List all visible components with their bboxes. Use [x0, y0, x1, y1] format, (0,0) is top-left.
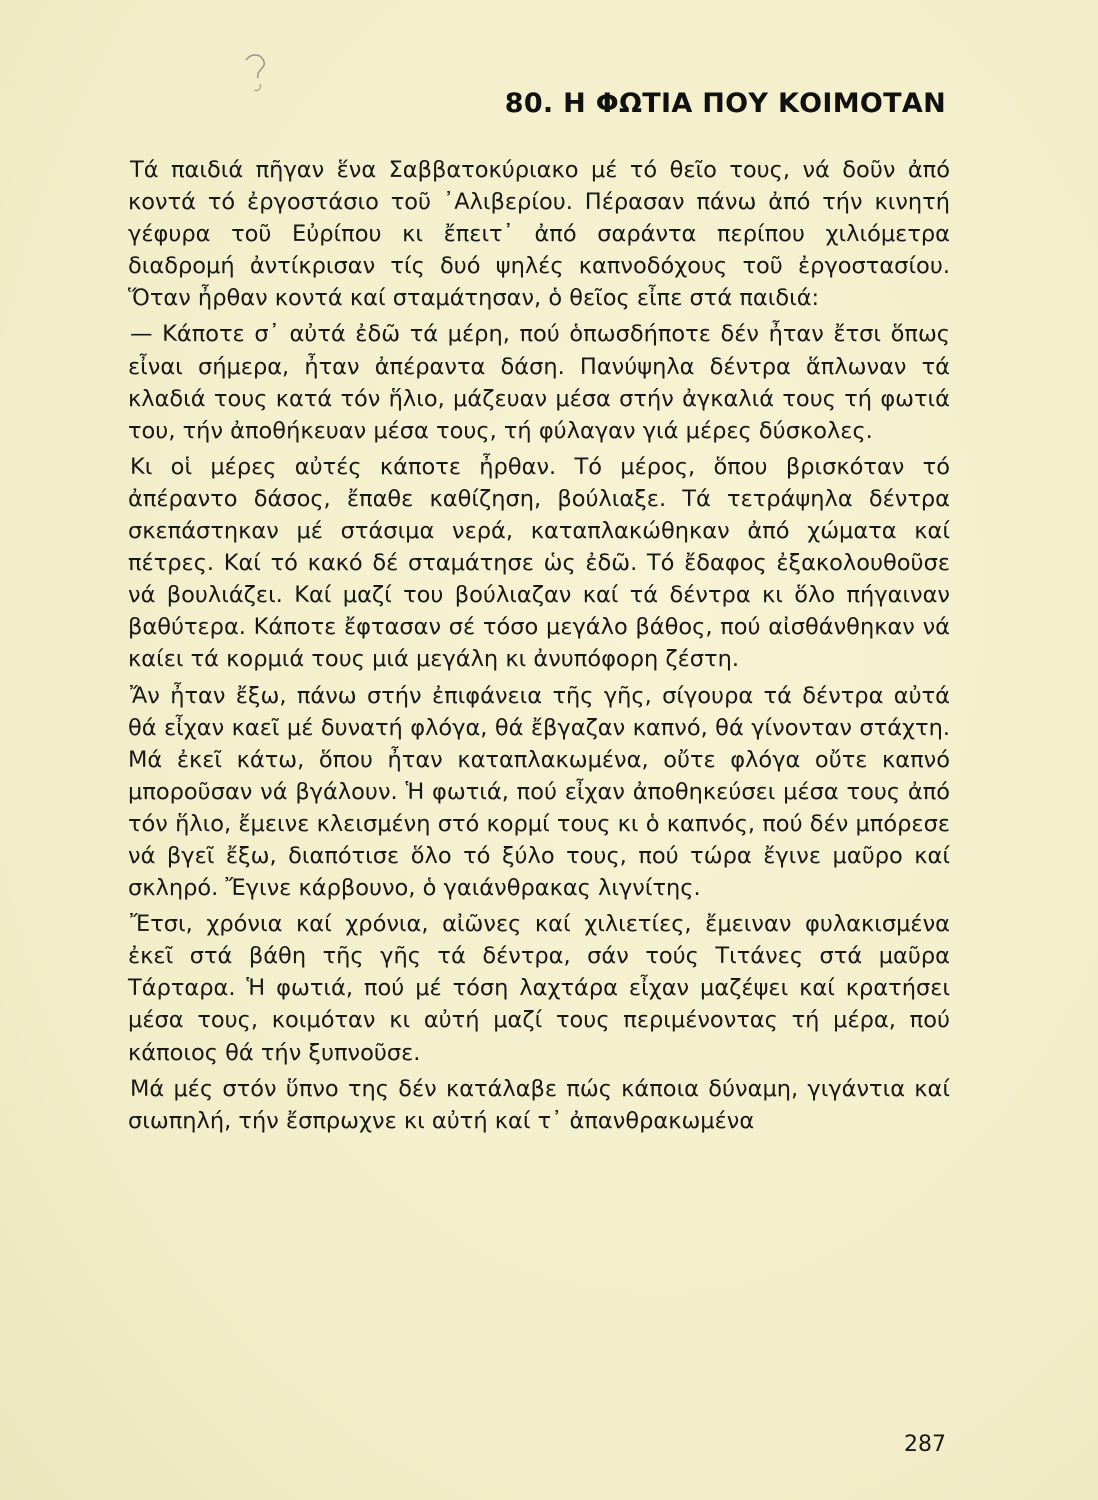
paragraph: Μά μές στόν ὕπνο της δέν κατάλαβε πώς κάποια δύναμη, γιγάντια καί σιωπηλή, τήν ἔσπρωχνε κι αὐτή καί τ᾿ ἀπανθρακωμένα [128, 1075, 950, 1134]
paragraph: — Κάποτε σ᾿ αὐτά ἐδῶ τά μέρη, πού ὁπωσδήποτε δέν ἦταν ἔτσι ὅπως εἶναι σήμερα, ἦταν ἀπέραντα δάση. Πανύψηλα δέντρα ἅπλωναν τά κλαδιά τους κατά τόν ἥλιο, μάζευαν μέσα στήν ἀγκαλιά τους τή φωτιά του, τήν ἀποθήκευαν μέσα τους, τή φύλαγαν γιά μέρες δύσκολες. [128, 321, 950, 444]
chapter-title: 80. Η ΦΩΤΙΑ ΠΟΥ ΚΟΙΜΟΤΑΝ [504, 88, 946, 119]
paragraph: Κι οἱ μέρες αὐτές κάποτε ἦρθαν. Τό μέρος, ὅπου βρισκόταν τό ἀπέραντο δάσος, ἔπαθε καθίζηση, βούλιαξε. Τά τετράψηλα δέντρα σκεπάστηκαν μέ στάσιμα νερά, καταπλακώθηκαν ἀπό χώματα καί πέτρες. Καί τό κακό δέ σταμάτησε ὡς ἐδῶ. Τό ἔδαφος ἐξακολουθοῦσε νά βουλιάζει. Καί μαζί του βούλιαζαν καί τά δέντρα κι ὅλο πήγαιναν βαθύτερα. Κάποτε ἔφτασαν σέ τόσο μεγάλο βάθος, πού αἰσθάνθηκαν νά καίει τά κορμιά τους μιά μεγάλη κι ἀνυπόφορη ζέστη. [128, 453, 950, 673]
paragraph: Τά παιδιά πῆγαν ἕνα Σαββατοκύριακο μέ τό θεῖο τους, νά δοῦν ἀπό κοντά τό ἐργοστάσιο τοῦ ᾿Αλιβερίου. Πέρασαν πάνω ἀπό τήν κινητή γέφυρα τοῦ Εὐρίπου κι ἔπειτ᾿ ἀπό σαράντα περίπου χιλιόμετρα διαδρομή ἀντίκρισαν τίς δυό ψηλές καπνοδόχους τοῦ ἐργοστασίου. Ὅταν ἦρθαν κοντά καί σταμάτησαν, ὁ θεῖος εἶπε στά παιδιά: [128, 157, 950, 312]
pencil-mark-icon [238, 48, 278, 98]
page-number: 287 [904, 1432, 946, 1457]
paragraph: Ἔτσι, χρόνια καί χρόνια, αἰῶνες καί χιλιετίες, ἔμειναν φυλακισμένα ἐκεῖ στά βάθη τῆς γῆς τά δέντρα, σάν τούς Τιτάνες στά μαῦρα Τάρταρα. Ἡ φωτιά, πού μέ τόση λαχτάρα εἶχαν μαζέψει καί κρατήσει μέσα τους, κοιμόταν κι αὐτή μαζί τους περιμένοντας τή μέρα, πού κάποιος θά τήν ξυπνοῦσε. [128, 911, 950, 1066]
paragraph: Ἄν ἦταν ἔξω, πάνω στήν ἐπιφάνεια τῆς γῆς, σίγουρα τά δέντρα αὐτά θά εἶχαν καεῖ μέ δυνατή φλόγα, θά ἔβγαζαν καπνό, θά γίνονταν στάχτη. Μά ἐκεῖ κάτω, ὅπου ἦταν καταπλακωμένα, οὔτε φλόγα οὔτε καπνό μποροῦσαν νά βγάλουν. Ἡ φωτιά, πού εἶχαν ἀποθηκεύσει μέσα τους ἀπό τόν ἥλιο, ἔμεινε κλεισμένη στό κορμί τους κι ὁ καπνός, πού δέν μπόρεσε νά βγεῖ ἔξω, διαπότισε ὅλο τό ξύλο τους, πού τώρα ἔγινε μαῦρο καί σκληρό. Ἔγινε κάρβουνο, ὁ γαιάνθρακας λιγνίτης. [128, 682, 950, 902]
chapter-body [128, 154, 950, 1141]
